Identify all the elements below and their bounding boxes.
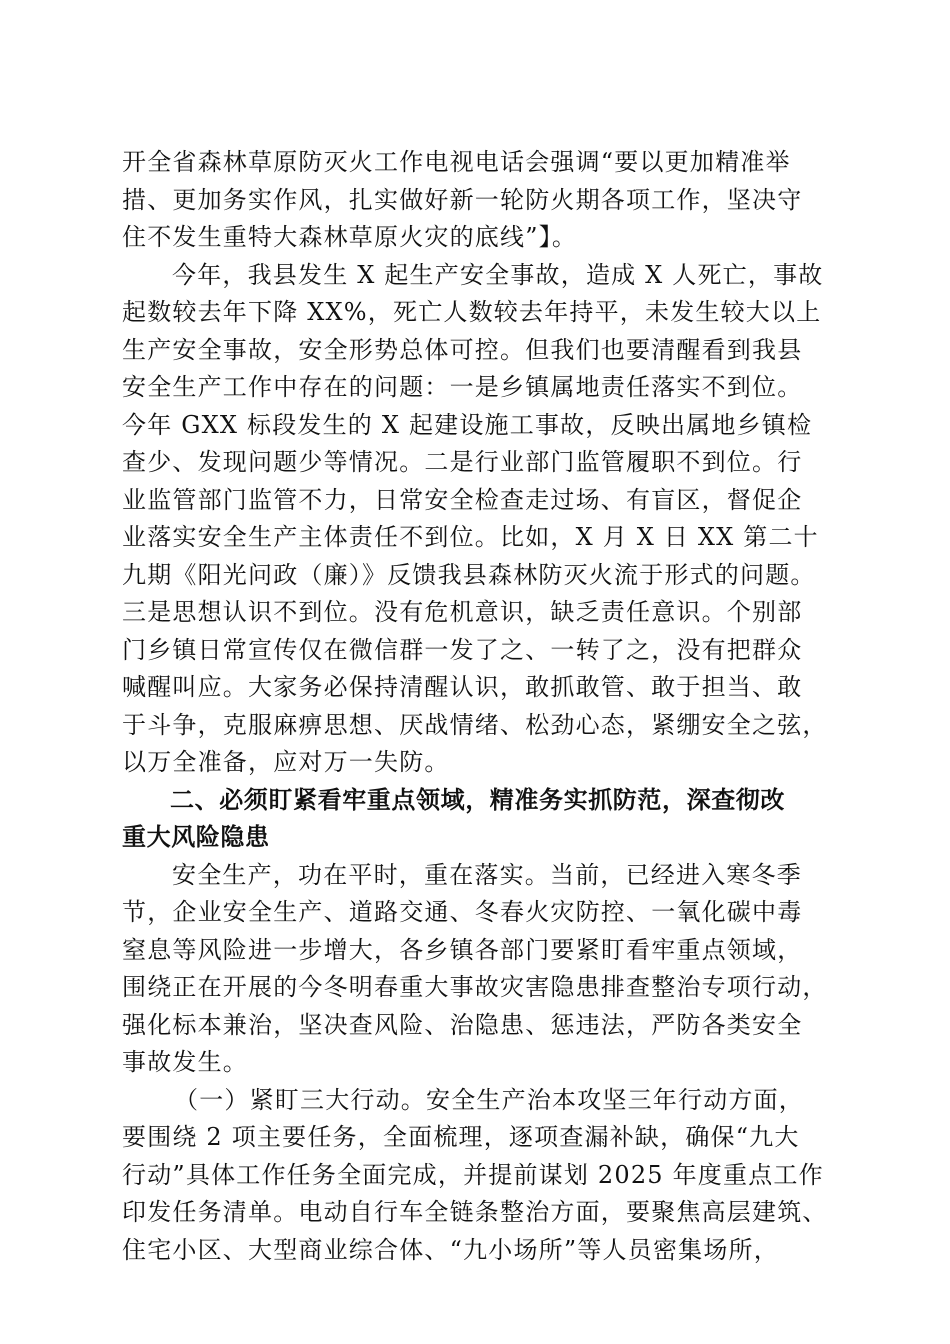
text-line: 节，企业安全生产、道路交通、冬春火灾防控、一氧化碳中毒 [122,898,803,926]
text-line: 强化标本兼治，坚决查风险、治隐患、惩违法，严防各类安全 [122,1010,803,1039]
text-line: 住宅小区、大型商业综合体、“九小场所”等人员密集场所， [122,1235,779,1264]
text-line: 于斗争，克服麻痹思想、厌战情绪、松劲心态，紧绷安全之弦， [122,710,828,739]
text-line: 起数较去年下降 XX%，死亡人数较去年持平，未发生较大以上 [122,298,822,326]
text-line: 查少、发现问题少等情况。二是行业部门监管履职不到位。行 [122,448,803,476]
paragraph-three-actions [122,1082,838,1270]
text-line: 开全省森林草原防灭火工作电视电话会强调“要以更加精准举 [122,148,791,176]
heading-line: 重大风险隐患 [122,823,270,851]
text-line: 安全生产工作中存在的问题：一是乡镇属地责任落实不到位。 [122,373,803,401]
text-line: 安全生产，功在平时，重在落实。当前，已经进入寒冬季 [172,860,802,889]
text-line: 要围绕 2 项主要任务，全面梳理，逐项查漏补缺，确保“九大 [122,1123,800,1151]
text-line: 以万全准备，应对万一失防。 [122,748,450,776]
text-line: 措、更加务实作风，扎实做好新一轮防火期各项工作，坚决守 [122,185,803,214]
heading-line: 二、必须盯紧看牢重点领域，精准务实抓防范，深查彻改 [170,785,785,814]
section-heading-two [122,782,838,857]
text-line: 九期《阳光问政（廉）》反馈我县森林防灭火流于形式的问题。 [122,560,816,589]
text-line: 行动”具体工作任务全面完成，并提前谋划 2025 年度重点工作 [122,1160,824,1189]
text-line: 业落实安全生产主体责任不到位。比如，X 月 X 日 XX 第二十 [122,523,819,551]
paragraph-accidents [122,257,838,782]
text-line: 喊醒叫应。大家务必保持清醒认识，敢抓敢管、敢于担当、敢 [122,673,803,701]
text-line: 三是思想认识不到位。没有危机意识，缺乏责任意识。个别部 [122,598,803,626]
text-line: （一）紧盯三大行动。安全生产治本攻坚三年行动方面， [174,1085,804,1114]
document-body [122,144,838,1269]
text-line: 门乡镇日常宣传仅在微信群一发了之、一转了之，没有把群众 [122,635,803,664]
text-line: 今年，我县发生 X 起生产安全事故，造成 X 人死亡，事故 [172,260,824,289]
paragraph-winter [122,857,838,1082]
text-line: 住不发生重特大森林草原火灾的底线”】。 [122,223,578,251]
text-line: 围绕正在开展的今冬明春重大事故灾害隐患排查整治专项行动， [122,973,828,1001]
text-line: 印发任务清单。电动自行车全链条整治方面，要聚焦高层建筑、 [122,1198,828,1226]
text-line: 业监管部门监管不力，日常安全检查走过场、有盲区，督促企 [122,485,803,514]
text-line: 今年 GXX 标段发生的 X 起建设施工事故，反映出属地乡镇检 [122,410,813,439]
text-line: 事故发生。 [122,1048,248,1076]
text-line: 窒息等风险进一步增大，各乡镇各部门要紧盯看牢重点领域， [122,935,803,964]
text-line: 生产安全事故，安全形势总体可控。但我们也要清醒看到我县 [122,335,803,364]
paragraph-intro-tail [122,144,838,257]
